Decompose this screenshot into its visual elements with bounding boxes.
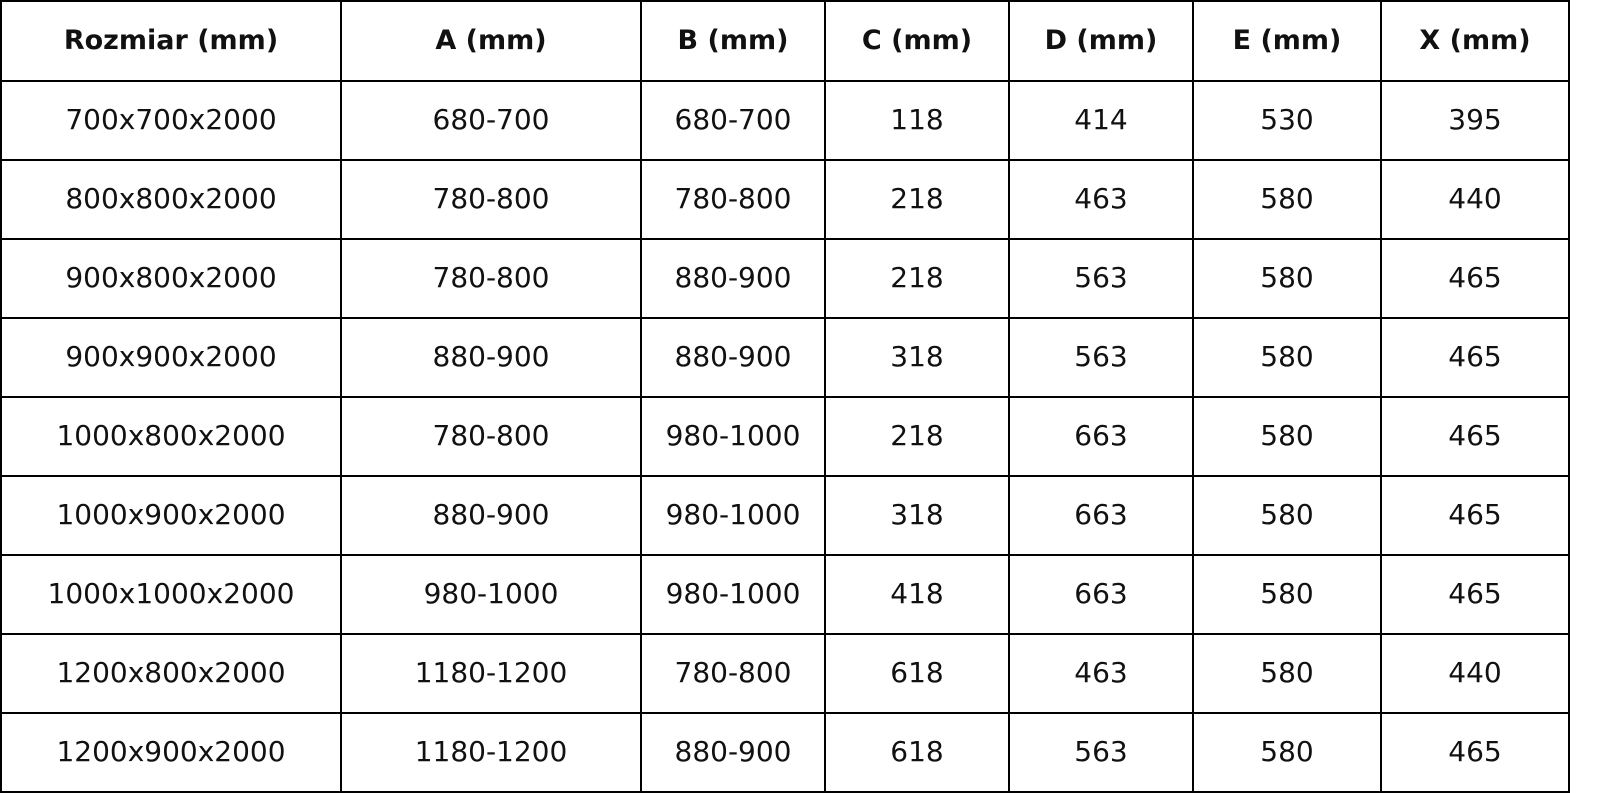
cell-b: 880-900 (641, 318, 825, 397)
cell-e: 580 (1193, 160, 1381, 239)
column-header-e: E (mm) (1193, 1, 1381, 81)
cell-d: 563 (1009, 713, 1193, 792)
cell-b: 780-800 (641, 634, 825, 713)
table-row (1, 239, 1569, 318)
cell-d: 663 (1009, 555, 1193, 634)
cell-a: 680-700 (341, 81, 641, 160)
cell-c: 318 (825, 476, 1009, 555)
cell-c: 618 (825, 713, 1009, 792)
cell-rozmiar: 1200x800x2000 (1, 634, 341, 713)
table-row (1, 160, 1569, 239)
cell-d: 463 (1009, 160, 1193, 239)
cell-b: 980-1000 (641, 476, 825, 555)
cell-d: 414 (1009, 81, 1193, 160)
cell-rozmiar: 900x800x2000 (1, 239, 341, 318)
cell-a: 980-1000 (341, 555, 641, 634)
cell-x: 465 (1381, 397, 1569, 476)
cell-d: 663 (1009, 476, 1193, 555)
cell-d: 563 (1009, 239, 1193, 318)
cell-e: 580 (1193, 397, 1381, 476)
cell-rozmiar: 1000x800x2000 (1, 397, 341, 476)
cell-b: 980-1000 (641, 555, 825, 634)
table-header-row (1, 1, 1569, 81)
column-header-d: D (mm) (1009, 1, 1193, 81)
cell-x: 465 (1381, 239, 1569, 318)
table-row (1, 476, 1569, 555)
cell-e: 580 (1193, 476, 1381, 555)
cell-a: 1180-1200 (341, 713, 641, 792)
cell-c: 418 (825, 555, 1009, 634)
table-body (1, 81, 1569, 792)
cell-e: 530 (1193, 81, 1381, 160)
table-row (1, 397, 1569, 476)
cell-a: 780-800 (341, 397, 641, 476)
column-header-a: A (mm) (341, 1, 641, 81)
cell-b: 780-800 (641, 160, 825, 239)
cell-x: 395 (1381, 81, 1569, 160)
table-row (1, 713, 1569, 792)
table-header (1, 1, 1569, 81)
cell-c: 318 (825, 318, 1009, 397)
cell-d: 663 (1009, 397, 1193, 476)
cell-rozmiar: 1000x900x2000 (1, 476, 341, 555)
cell-rozmiar: 1000x1000x2000 (1, 555, 341, 634)
cell-c: 118 (825, 81, 1009, 160)
column-header-c: C (mm) (825, 1, 1009, 81)
cell-x: 465 (1381, 318, 1569, 397)
cell-rozmiar: 800x800x2000 (1, 160, 341, 239)
cell-e: 580 (1193, 555, 1381, 634)
cell-e: 580 (1193, 713, 1381, 792)
cell-b: 880-900 (641, 239, 825, 318)
cell-b: 980-1000 (641, 397, 825, 476)
cell-x: 440 (1381, 160, 1569, 239)
cell-e: 580 (1193, 239, 1381, 318)
cell-x: 440 (1381, 634, 1569, 713)
cell-a: 880-900 (341, 476, 641, 555)
cell-x: 465 (1381, 476, 1569, 555)
cell-a: 780-800 (341, 239, 641, 318)
table-row (1, 555, 1569, 634)
cell-d: 563 (1009, 318, 1193, 397)
column-header-b: B (mm) (641, 1, 825, 81)
table-row (1, 634, 1569, 713)
cell-d: 463 (1009, 634, 1193, 713)
cell-rozmiar: 700x700x2000 (1, 81, 341, 160)
cell-e: 580 (1193, 634, 1381, 713)
cell-c: 218 (825, 239, 1009, 318)
column-header-rozmiar: Rozmiar (mm) (1, 1, 341, 81)
cell-x: 465 (1381, 555, 1569, 634)
table-row (1, 318, 1569, 397)
cell-a: 1180-1200 (341, 634, 641, 713)
cell-c: 618 (825, 634, 1009, 713)
cell-c: 218 (825, 397, 1009, 476)
cell-a: 780-800 (341, 160, 641, 239)
cell-b: 880-900 (641, 713, 825, 792)
cell-rozmiar: 1200x900x2000 (1, 713, 341, 792)
cell-x: 465 (1381, 713, 1569, 792)
cell-e: 580 (1193, 318, 1381, 397)
table-row (1, 81, 1569, 160)
cell-a: 880-900 (341, 318, 641, 397)
column-header-x: X (mm) (1381, 1, 1569, 81)
cell-c: 218 (825, 160, 1009, 239)
cell-b: 680-700 (641, 81, 825, 160)
cell-rozmiar: 900x900x2000 (1, 318, 341, 397)
